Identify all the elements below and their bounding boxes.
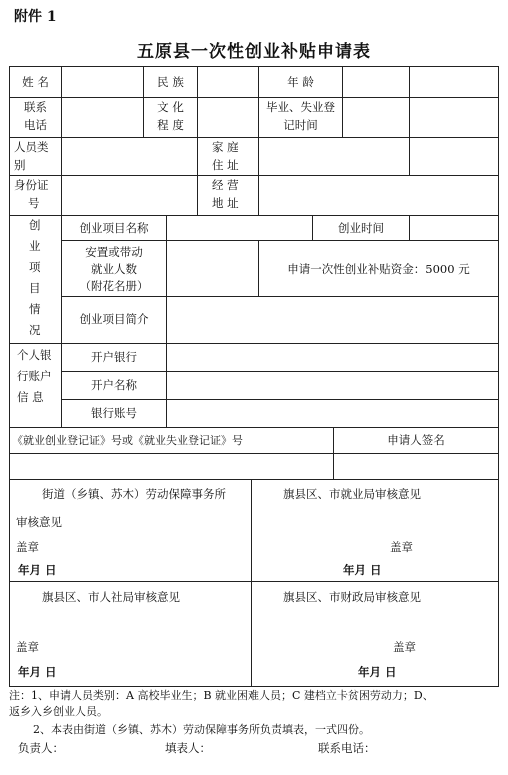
project-name-label: 创业项目名称 [79, 221, 149, 235]
phone-label-line2: 电话 [24, 118, 47, 132]
account-number-label: 银行账号 [91, 406, 137, 420]
name-field[interactable] [62, 67, 143, 97]
finance-bureau-date-label: 年月 日 [358, 665, 397, 679]
street-office-review-label-line2: 审核意见 [16, 515, 62, 529]
name-label: 姓 名 [22, 75, 49, 89]
note-line-3: 2、本表由街道（乡镇、苏木）劳动保障事务所负责填表，一式四份。 [33, 723, 370, 736]
entrepreneurship-section-label-6: 况 [29, 323, 41, 337]
finance-bureau-review-label: 旗县区、市财政局审核意见 [283, 590, 421, 604]
id-number-label-line2: 号 [28, 196, 40, 210]
form-title: 五原县一次性创业补贴申请表 [137, 42, 371, 62]
start-time-field[interactable] [410, 216, 498, 240]
employment-bureau-review-label: 旗县区、市就业局审核意见 [283, 487, 421, 501]
bank-section-label-1: 个人银 [17, 348, 52, 362]
grad-time-field[interactable] [343, 98, 409, 137]
attachment-label: 附件 1 [14, 9, 57, 25]
project-intro-label: 创业项目简介 [79, 312, 149, 326]
age-label: 年 龄 [287, 75, 314, 89]
employment-bureau-date-label: 年月 日 [343, 563, 382, 577]
street-office-date-label: 年月 日 [18, 563, 57, 577]
ethnicity-field[interactable] [198, 67, 258, 97]
grad-time-label-line1: 毕业、失业登 [266, 100, 335, 114]
hr-bureau-review-label: 旗县区、市人社局审核意见 [42, 590, 180, 604]
street-office-seal-label: 盖章 [16, 540, 39, 554]
age-field[interactable] [343, 67, 409, 97]
street-office-review-label-line1: 街道（乡镇、苏木）劳动保障事务所 [42, 487, 226, 501]
hr-bureau-seal-label: 盖章 [16, 640, 39, 654]
entrepreneurship-section-label-1: 创 [29, 218, 41, 232]
employment-count-field[interactable] [167, 241, 258, 296]
phone-field[interactable] [62, 98, 143, 137]
certificate-number-field[interactable] [10, 454, 333, 479]
start-time-label: 创业时间 [338, 221, 384, 235]
home-address-field[interactable] [259, 138, 409, 175]
employment-count-label-line2: 就业人数 [91, 262, 137, 276]
grad-time-label-line2: 记时间 [283, 118, 318, 132]
account-name-label: 开户名称 [91, 378, 137, 392]
employment-bureau-seal-label: 盖章 [390, 540, 413, 554]
project-name-field[interactable] [167, 216, 312, 240]
note-line-1: 注：1、申请人员类别：A 高校毕业生；B 就业困难人员；C 建档立卡贫困劳动力；D、 [9, 689, 434, 702]
entrepreneurship-section-label-3: 项 [29, 260, 41, 274]
employment-count-label-line1: 安置或带动 [85, 245, 143, 259]
bank-section-label-3: 信 息 [17, 390, 44, 404]
note-line-2: 返乡入乡创业人员。 [9, 705, 108, 718]
account-number-field[interactable] [167, 400, 498, 427]
education-label-line1: 文 化 [157, 100, 184, 114]
applicant-signature-field[interactable] [334, 454, 498, 479]
education-label-line2: 程 度 [157, 118, 184, 132]
entrepreneurship-section-label-4: 目 [29, 281, 41, 295]
category-label-line2: 别 [14, 158, 26, 172]
ethnicity-label: 民 族 [157, 75, 184, 89]
business-address-label-line1: 经 营 [212, 178, 239, 192]
responsible-person-label: 负责人： [18, 741, 64, 755]
bank-name-label: 开户银行 [91, 350, 137, 364]
home-address-label-line2: 住 址 [212, 158, 239, 172]
id-number-field[interactable] [62, 176, 197, 215]
account-name-field[interactable] [167, 372, 498, 399]
category-field[interactable] [62, 138, 197, 175]
applicant-signature-label: 申请人签名 [387, 433, 445, 447]
contact-phone-label: 联系电话： [318, 741, 376, 755]
finance-bureau-seal-label: 盖章 [393, 640, 416, 654]
employment-count-label-line3: （附花名册） [79, 279, 149, 293]
project-intro-field[interactable] [167, 297, 498, 343]
business-address-field[interactable] [259, 176, 498, 215]
business-address-label-line2: 地 址 [212, 196, 239, 210]
bank-name-field[interactable] [167, 344, 498, 371]
entrepreneurship-section-label-2: 业 [29, 239, 41, 253]
certificate-number-label: 《就业创业登记证》号或《就业失业登记证》号 [12, 434, 243, 447]
hr-bureau-date-label: 年月 日 [18, 665, 57, 679]
phone-label-line1: 联系 [24, 100, 47, 114]
filler-label: 填表人： [165, 741, 211, 755]
entrepreneurship-section-label-5: 情 [29, 302, 41, 316]
category-label-line1: 人员类 [14, 140, 49, 154]
bank-section-label-2: 行账户 [17, 369, 52, 383]
education-field[interactable] [198, 98, 258, 137]
home-address-label-line1: 家 庭 [212, 140, 239, 154]
id-number-label-line1: 身份证 [14, 178, 49, 192]
subsidy-amount-text: 申请一次性创业补贴资金：5000 元 [287, 262, 470, 276]
